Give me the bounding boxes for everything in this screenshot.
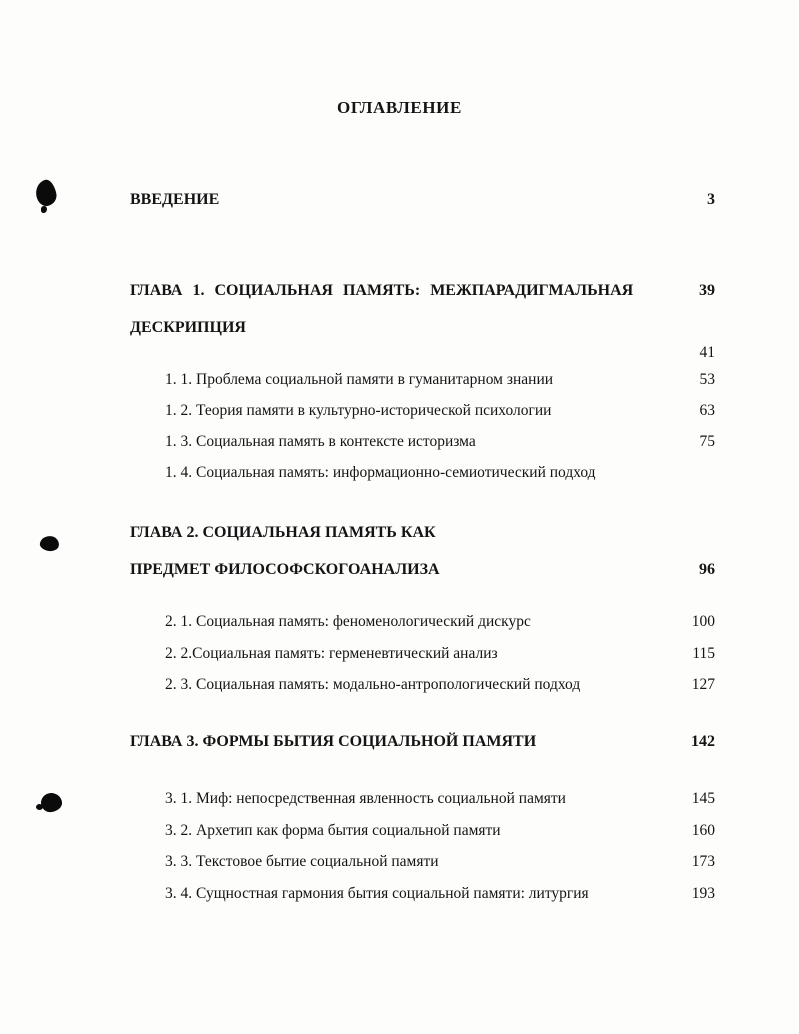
entry-label: 2. 1. Социальная память: феноменологический дискурс — [165, 613, 531, 630]
entry-label: 3. 2. Архетип как форма бытия социальной памяти — [165, 822, 501, 839]
entry-label: ВВЕДЕНИЕ — [130, 191, 220, 208]
toc-entry — [165, 401, 715, 421]
chapter-heading-line: ДЕСКРИПЦИЯ — [130, 319, 246, 336]
toc-entry — [165, 432, 715, 452]
chapter-heading-lines — [130, 272, 699, 346]
entry-page: 96 — [699, 561, 715, 578]
entry-page: 3 — [707, 191, 715, 208]
toc-entry — [165, 884, 715, 904]
entry-label: 1. 1. Проблема социальной памяти в гуманитарном знании — [165, 371, 554, 388]
ink-blob — [41, 206, 47, 213]
chapter-heading-line: ГЛАВА 3. ФОРМЫ БЫТИЯ СОЦИАЛЬНОЙ ПАМЯТИ — [130, 733, 537, 750]
entry-page: 100 — [691, 613, 715, 630]
entry-page: 75 — [699, 433, 715, 450]
toc-entry — [165, 675, 715, 695]
ink-blob — [36, 804, 43, 810]
chapter-heading-line: ГЛАВА 2. СОЦИАЛЬНАЯ ПАМЯТЬ КАК — [130, 524, 436, 541]
toc-entry — [165, 789, 715, 809]
entry-page: 145 — [691, 790, 715, 807]
chapter-heading-line: ГЛАВА 1. СОЦИАЛЬНАЯ ПАМЯТЬ: МЕЖПАРАДИГМАЛЬНАЯ — [130, 282, 634, 299]
toc-chapter-1-heading — [130, 272, 715, 346]
page-title: ОГЛАВЛЕНИЕ — [337, 98, 462, 117]
entry-label: 1. 3. Социальная память в контексте историзма — [165, 433, 476, 450]
entry-page: 127 — [691, 676, 715, 693]
entry-page: 193 — [691, 885, 715, 902]
entry-label: 1. 4. Социальная память: информационно-семиотический подход — [165, 464, 596, 481]
entry-page: 160 — [691, 822, 715, 839]
ink-blob — [39, 535, 60, 552]
toc-chapter-2-heading — [130, 514, 715, 588]
ink-blob — [40, 792, 63, 813]
ink-blob — [34, 178, 59, 208]
entry-page: 53 — [699, 371, 715, 388]
entry-label: 2. 2.Социальная память: герменевтический анализ — [165, 645, 498, 662]
chapter-heading-line: ПРЕДМЕТ ФИЛОСОФСКОГОАНАЛИЗА — [130, 561, 440, 578]
entry-page: 39 — [699, 282, 715, 299]
entry-label: 2. 3. Социальная память: модально-антропологический подход — [165, 676, 581, 693]
entry-label: 3. 4. Сущностная гармония бытия социальной памяти: литургия — [165, 885, 589, 902]
chapter-heading-lines — [130, 514, 699, 588]
toc-entry-intro — [130, 190, 715, 210]
entry-page: 63 — [699, 402, 715, 419]
toc-entry — [165, 821, 715, 841]
toc-entry — [165, 463, 715, 483]
toc-entry — [165, 612, 715, 632]
toc-entry — [165, 852, 715, 872]
entry-page: 173 — [691, 853, 715, 870]
entry-page: 142 — [691, 733, 715, 750]
entry-label: 3. 3. Текстовое бытие социальной памяти — [165, 853, 439, 870]
orphan-page-number: 41 — [699, 344, 715, 361]
toc-chapter-3-heading — [130, 732, 715, 752]
toc-entry — [165, 370, 715, 390]
toc-entry — [165, 644, 715, 664]
entry-label: 3. 1. Миф: непосредственная явленность социальной памяти — [165, 790, 566, 807]
entry-label: 1. 2. Теория памяти в культурно-исторической психологии — [165, 402, 552, 419]
entry-page: 115 — [692, 645, 715, 662]
